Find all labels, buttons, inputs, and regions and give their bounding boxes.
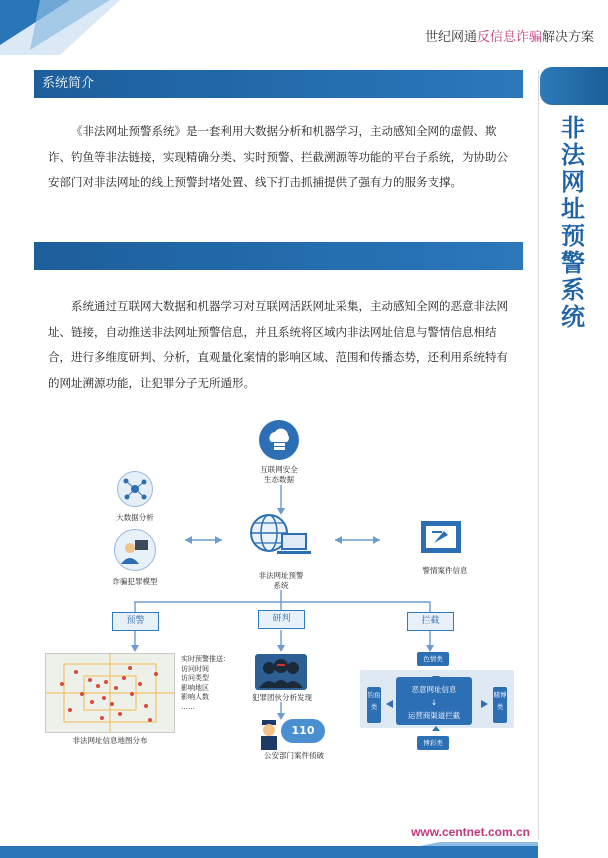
- side-tab: [540, 67, 608, 105]
- tag-intercept: 拦截: [407, 612, 454, 631]
- intercept-arrow: ↓: [430, 698, 438, 707]
- map-label: 非法网址信息地图分布: [72, 736, 148, 745]
- police-officer-icon: [258, 718, 280, 750]
- illegal-url-map: [45, 653, 175, 733]
- push-line: 访问类型: [181, 674, 209, 682]
- category-left: 钓鱼类: [367, 687, 381, 723]
- category-bottom: 博彩类: [417, 736, 449, 750]
- intro-paragraph: 《非法网址预警系统》是一套利用大数据分析和机器学习，主动感知全网的虚假、欺诈、钓鱼等非法链接，实现精确分类、实时预警、拦截溯源等功能的平台子系统，为协助公安部门对非法网址的线上预警封堵处置、线下打击抓捕提供了强有力的服务支撑。: [48, 124, 508, 189]
- center-label-2: 系统: [273, 581, 289, 590]
- cloud-database-icon: [259, 420, 299, 460]
- footer-url[interactable]: www.centnet.com.cn: [411, 825, 530, 839]
- hacker-group-icon: [255, 654, 307, 690]
- category-top: 色情类: [417, 652, 449, 666]
- cloud-label-2: 生态数据: [264, 475, 294, 484]
- fraud-model-icon: [114, 529, 156, 571]
- police-info-icon: [418, 515, 464, 557]
- footer-bar: [0, 842, 538, 858]
- right-rail-divider: [538, 70, 539, 840]
- cloud-label-1: 互联网安全: [260, 465, 298, 474]
- push-line: 访问时间: [181, 664, 209, 673]
- system-globe-icon: [247, 511, 313, 561]
- gang-label: 犯罪团伙分析发现: [252, 693, 312, 702]
- push-list: [181, 655, 230, 712]
- intercept-center-1: 恶意网址信息: [411, 685, 457, 694]
- push-line: ……: [181, 702, 195, 711]
- header-title: 世纪网通反信息诈骗解决方案: [424, 30, 594, 45]
- push-line: 实时预警推送：: [181, 655, 230, 663]
- side-title: 非法网址预警系统: [561, 114, 585, 331]
- details-paragraph: 系统通过互联网大数据和机器学习对互联网活跃网址采集，主动感知全网的恶意非法网址、链接，自动推送非法网址预警信息，并且系统将区域内非法网址信息与警情信息相结合，进行多维度研判、分析，直观量化案情的影响区域、范围和传播态势，还利用系统特有的网址溯源功能，让犯罪分子无所遁形。: [48, 299, 508, 390]
- bigdata-label: 大数据分析: [116, 513, 154, 522]
- center-label-1: 非法网址预警: [258, 571, 304, 580]
- police-label: 公安部门案件侦破: [264, 751, 324, 760]
- push-line: 影响地区: [181, 683, 209, 692]
- tag-judge: 研判: [258, 610, 305, 629]
- intercept-center-2: 运营商渠道拦截: [407, 711, 461, 720]
- category-right: 赌博类: [493, 687, 507, 723]
- section-header-intro: 系统简介: [34, 70, 523, 98]
- push-line: 影响人数: [181, 693, 209, 701]
- fraud-model-label: 诈骗犯罪模型: [112, 577, 158, 586]
- tag-warn: 预警: [112, 612, 159, 631]
- network-graph-icon: [117, 471, 153, 507]
- badge-110: 110: [281, 719, 325, 743]
- police-info-label: 警情案件信息: [422, 566, 468, 575]
- section-header-details: [34, 242, 523, 270]
